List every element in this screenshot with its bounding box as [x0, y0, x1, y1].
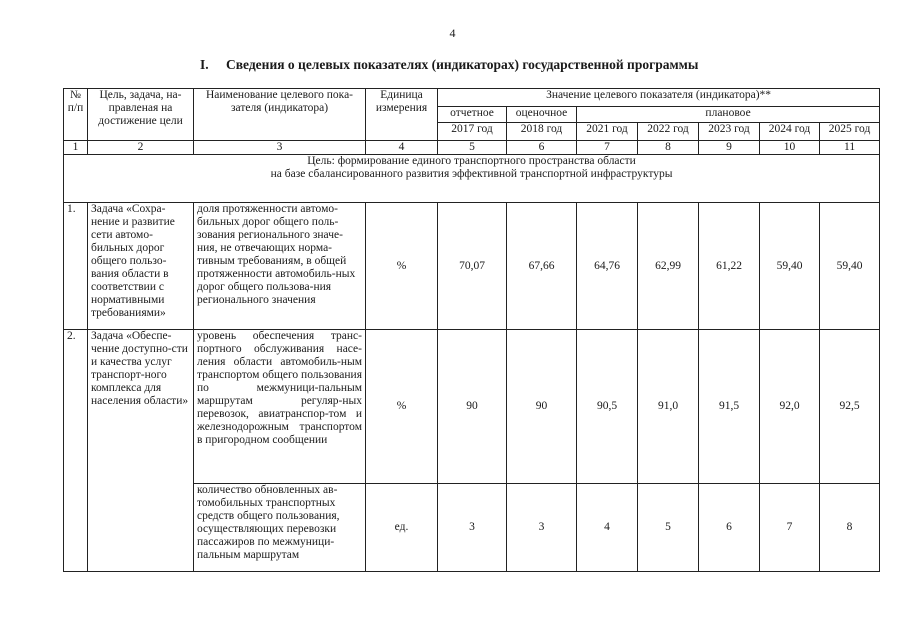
- value-cell: 61,22: [699, 203, 760, 330]
- value-cell: 64,76: [577, 203, 638, 330]
- column-index-row: [64, 141, 880, 155]
- header-value: Значение целевого показателя (индикатора)**: [438, 89, 880, 107]
- value-cell: 91,0: [638, 330, 699, 484]
- column-index: 7: [577, 141, 638, 155]
- unit-cell: %: [366, 203, 438, 330]
- value-cell: 62,99: [638, 203, 699, 330]
- value-cell: 59,40: [820, 203, 880, 330]
- value-cell: 91,5: [699, 330, 760, 484]
- value-cell: 6: [699, 484, 760, 572]
- value-cell: 59,40: [760, 203, 820, 330]
- section-title-text: Сведения о целевых показателях (индикаторах) государственной программы: [226, 57, 699, 72]
- value-cell: 92,0: [760, 330, 820, 484]
- table-row: [64, 203, 880, 330]
- header-unit: Единица измерения: [366, 89, 438, 141]
- column-index: 4: [366, 141, 438, 155]
- indicator-cell: уровень обеспечения транс-портного обслуживания насе-ления области автомобиль-ным транспортом общего пользования по межмуници-пальным маршрутам регуляр-ных перевозок, авиатранспор-том и железнодорожным транспортом в пригородном сообщении: [194, 330, 366, 484]
- section-title: [200, 57, 698, 73]
- task-cell: Задача «Сохра-нение и развитие сети автомо-бильных дорог общего пользо-вания области в соответствии с нормативными требованиями»: [88, 203, 194, 330]
- value-cell: 3: [438, 484, 507, 572]
- value-cell: 7: [760, 484, 820, 572]
- indicators-table: [63, 88, 880, 572]
- year-cell: 2025 год: [820, 123, 880, 141]
- column-index: 8: [638, 141, 699, 155]
- goal-line-2: на базе сбалансированного развития эффективной транспортной инфраструктуры: [270, 168, 673, 180]
- value-cell: 67,66: [507, 203, 577, 330]
- goal-cell: [64, 155, 880, 203]
- value-cell: 8: [820, 484, 880, 572]
- column-index: 6: [507, 141, 577, 155]
- year-cell: 2017 год: [438, 123, 507, 141]
- row-number: 2.: [64, 330, 88, 572]
- header-row: [64, 89, 880, 107]
- column-index: 10: [760, 141, 820, 155]
- header-reported: отчетное: [438, 107, 507, 123]
- value-cell: 90: [438, 330, 507, 484]
- unit-cell: %: [366, 330, 438, 484]
- header-indicator-name: Наименование целевого пока-зателя (индикатора): [194, 89, 366, 141]
- value-cell: 90: [507, 330, 577, 484]
- header-goal: Цель, задача, на-правленая на достижение цели: [88, 89, 194, 141]
- column-index: 11: [820, 141, 880, 155]
- header-estimated: оценочное: [507, 107, 577, 123]
- column-index: 3: [194, 141, 366, 155]
- column-index: 1: [64, 141, 88, 155]
- row-number: 1.: [64, 203, 88, 330]
- header-num: № п/п: [64, 89, 88, 141]
- goal-row: [64, 155, 880, 203]
- value-cell: 4: [577, 484, 638, 572]
- year-cell: 2018 год: [507, 123, 577, 141]
- year-cell: 2022 год: [638, 123, 699, 141]
- value-cell: 5: [638, 484, 699, 572]
- year-cell: 2021 год: [577, 123, 638, 141]
- year-cell: 2023 год: [699, 123, 760, 141]
- task-cell: Задача «Обеспе-чение доступно-сти и качества услуг транспорт-ного комплекса для населения области»: [88, 330, 194, 572]
- header-planned: плановое: [577, 107, 880, 123]
- section-number: I.: [200, 57, 209, 72]
- column-index: 9: [699, 141, 760, 155]
- page-number: 4: [449, 26, 456, 40]
- unit-cell: ед.: [366, 484, 438, 572]
- table-row: [64, 330, 880, 484]
- column-index: 2: [88, 141, 194, 155]
- indicator-cell: доля протяженности автомо-бильных дорог общего поль-зования регионального значе-ния, не отвечающих норма-тивным требованиям, в общей протяженности автомобиль-ных дорог общего пользова-ния регионального значения: [194, 203, 366, 330]
- value-cell: 70,07: [438, 203, 507, 330]
- value-cell: 92,5: [820, 330, 880, 484]
- column-index: 5: [438, 141, 507, 155]
- indicator-cell: количество обновленных ав-томобильных транспортных средств общего пользования, осуществляющих перевозки пассажиров по межмуници-пальным маршрутам: [194, 484, 366, 572]
- value-cell: 90,5: [577, 330, 638, 484]
- value-cell: 3: [507, 484, 577, 572]
- goal-line-1: Цель: формирование единого транспортного пространства области: [307, 155, 636, 167]
- year-cell: 2024 год: [760, 123, 820, 141]
